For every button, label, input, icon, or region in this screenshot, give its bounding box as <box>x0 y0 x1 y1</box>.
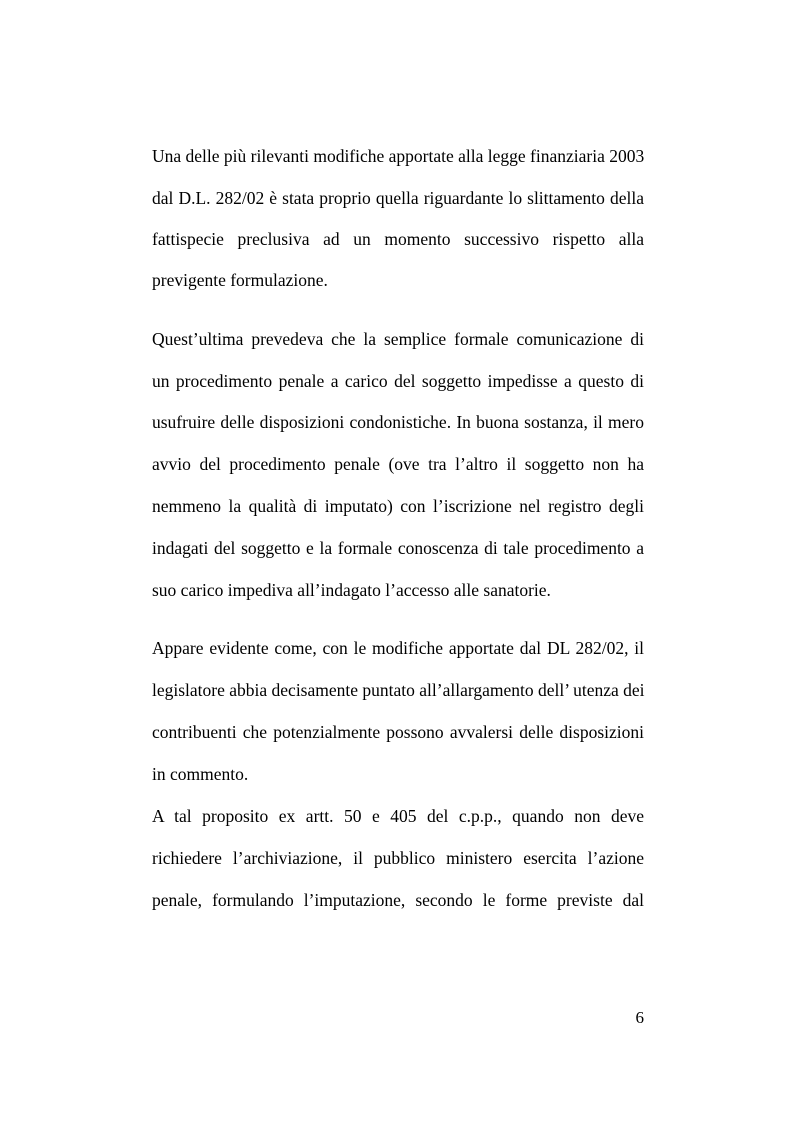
text-line: in commento. <box>152 764 249 784</box>
text-line: usufruire delle disposizioni condonistiche. In buona sostanza, il mero <box>152 412 644 432</box>
text-line: indagati del soggetto e la formale conoscenza di tale procedimento a <box>152 538 644 558</box>
text-line: fattispecie preclusiva ad un momento successivo rispetto alla <box>152 229 644 249</box>
text-line: richiedere l’archiviazione, il pubblico ministero esercita l’azione <box>152 848 644 868</box>
text-line: penale, formulando l’imputazione, secondo le forme previste dal <box>152 890 644 910</box>
page-number: 6 <box>635 1008 644 1027</box>
text-line: Appare evidente come, con le modifiche apportate dal DL 282/02, il <box>152 638 644 658</box>
text-line: legislatore abbia decisamente puntato all’allargamento dell’ utenza dei <box>152 680 645 700</box>
text-line: dal D.L. 282/02 è stata proprio quella riguardante lo slittamento della <box>152 188 644 208</box>
text-line: contribuenti che potenzialmente possono avvalersi delle disposizioni <box>152 722 644 742</box>
text-line: Quest’ultima prevedeva che la semplice formale comunicazione di <box>152 329 644 349</box>
text-line: Una delle più rilevanti modifiche apportate alla legge finanziaria 2003 <box>152 146 645 166</box>
text-line: nemmeno la qualità di imputato) con l’iscrizione nel registro degli <box>152 496 644 516</box>
text-line: A tal proposito ex artt. 50 e 405 del c.p.p., quando non deve <box>152 806 644 826</box>
text-line: avvio del procedimento penale (ove tra l’altro il soggetto non ha <box>152 454 644 474</box>
text-line: suo carico impediva all’indagato l’accesso alle sanatorie. <box>152 580 551 600</box>
text-line: previgente formulazione. <box>152 270 328 290</box>
text-line: un procedimento penale a carico del soggetto impedisse a questo di <box>152 371 644 391</box>
